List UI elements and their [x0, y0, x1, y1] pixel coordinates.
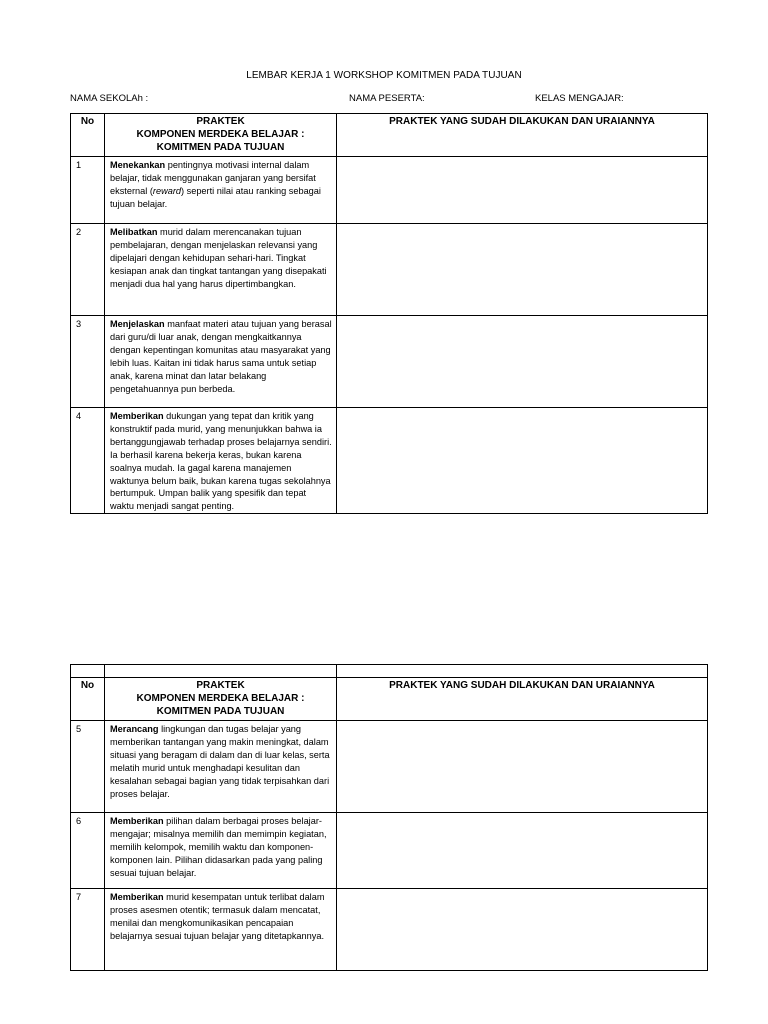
empty-cell — [337, 665, 708, 678]
table-row — [71, 224, 708, 316]
row-keyword: Menekankan — [110, 160, 166, 170]
row-description — [105, 224, 337, 316]
column-header-praktek — [105, 678, 337, 721]
table-row — [71, 889, 708, 971]
uraian-input-cell[interactable] — [337, 224, 708, 316]
row-description — [105, 408, 337, 514]
row-description — [105, 889, 337, 971]
row-keyword: Memberikan — [110, 892, 164, 902]
empty-cell — [105, 665, 337, 678]
table-spacer-row — [71, 665, 708, 678]
worksheet-table-2 — [70, 664, 708, 971]
table-row — [71, 721, 708, 813]
column-header-uraian: PRAKTEK YANG SUDAH DILAKUKAN DAN URAIANNYA — [337, 678, 708, 721]
row-number: 1 — [71, 157, 105, 224]
row-text: pilihan dalam berbagai proses belajar-mengajar; misalnya memilih dan memimpin kegiatan, memilih kelompok, memilih waktu dan komponen-komponen lain. Pilihan didasarkan pada yang paling sesuai tujuan belajar. — [110, 816, 327, 878]
table-header-row — [71, 678, 708, 721]
row-text-italic: reward — [152, 185, 181, 196]
uraian-input-cell[interactable] — [337, 813, 708, 889]
column-header-no: No — [71, 114, 105, 157]
row-text: pentingnya motivasi internal dalam belajar, tidak menggunakan ganjaran yang bersifat eksternal ( — [110, 160, 316, 196]
column-header-praktek — [105, 114, 337, 157]
uraian-input-cell[interactable] — [337, 889, 708, 971]
row-text: murid dalam merencanakan tujuan pembelajaran, dengan menjelaskan relevansi yang dipelajari dengan kehidupan sehari-hari. Tingkat kesiapan anak dan tingkat tantangan yang disepakati menjadi dua hal yang harus dipertimbangkan. — [110, 227, 327, 289]
worksheet-table-1 — [70, 113, 708, 514]
uraian-input-cell[interactable] — [337, 408, 708, 514]
row-text: murid kesempatan untuk terlibat dalam proses asesmen otentik; termasuk dalam mencatat, menilai dan mengkomunikasikan pencapaian belajarnya sesuai tujuan belajar yang ditetapkannya. — [110, 892, 325, 941]
uraian-input-cell[interactable] — [337, 316, 708, 408]
row-keyword: Memberikan — [110, 816, 164, 826]
row-keyword: Melibatkan — [110, 227, 158, 237]
row-text: dukungan yang tepat dan kritik yang konstruktif pada murid, yang menunjukkan bahwa ia bertanggungjawab terhadap proses belajarnya sendiri. Ia berhasil karena bekerja keras, bukan karena soalnya mudah. Ia gagal karena manajemen waktunya belum baik, bukan karena tugas sekolahnya bertumpuk. Umpan balik yang spesifik dan tepat waktu menjadi sangat penting. — [110, 411, 332, 512]
row-number: 6 — [71, 813, 105, 889]
column-header-praktek-line1: PRAKTEK — [196, 116, 245, 127]
column-header-praktek-line2: KOMPONEN MERDEKA BELAJAR : — [136, 693, 305, 705]
row-number: 2 — [71, 224, 105, 316]
row-keyword: Merancang — [110, 724, 159, 734]
row-text: manfaat materi atau tujuan yang berasal dari guru/di luar anak, dengan mengkaitkannya dengan kepentingan komunitas atau masyarakat yang lebih luas. Kaitan ini tidak harus sama untuk setiap anak, karena minat dan latar belakang pengetahuannya pun berbeda. — [110, 319, 332, 394]
row-number: 5 — [71, 721, 105, 813]
nama-peserta-label: NAMA PESERTA: — [349, 93, 425, 104]
column-header-praktek-line3: KOMITMEN PADA TUJUAN — [156, 706, 285, 718]
empty-cell — [71, 665, 105, 678]
document-title: LEMBAR KERJA 1 WORKSHOP KOMITMEN PADA TUJUAN — [246, 70, 522, 81]
table-row — [71, 157, 708, 224]
column-header-praktek-line3: KOMITMEN PADA TUJUAN — [156, 142, 285, 154]
table-row — [71, 316, 708, 408]
nama-sekolah-label: NAMA SEKOLAh : — [70, 93, 149, 104]
uraian-input-cell[interactable] — [337, 721, 708, 813]
uraian-input-cell[interactable] — [337, 157, 708, 224]
row-text-end: ) seperti nilai atau ranking sebagai tujuan belajar. — [110, 185, 321, 209]
row-description — [105, 316, 337, 408]
row-number: 7 — [71, 889, 105, 971]
row-description — [105, 721, 337, 813]
row-description — [105, 813, 337, 889]
table-row — [71, 813, 708, 889]
table-row — [71, 408, 708, 514]
row-description — [105, 157, 337, 224]
column-header-no: No — [71, 678, 105, 721]
row-text: lingkungan dan tugas belajar yang memberikan tantangan yang makin meningkat, dalam situasi yang beragam di dalam dan di luar kelas, serta melatih murid untuk menghadapi kesulitan dan kesalahan sebagai bagian yang tidak terpisahkan dari proses belajar. — [110, 724, 330, 799]
column-header-uraian: PRAKTEK YANG SUDAH DILAKUKAN DAN URAIANNYA — [337, 114, 708, 157]
row-keyword: Menjelaskan — [110, 319, 165, 329]
row-number: 3 — [71, 316, 105, 408]
table-header-row — [71, 114, 708, 157]
column-header-praktek-line2: KOMPONEN MERDEKA BELAJAR : — [136, 129, 305, 141]
row-number: 4 — [71, 408, 105, 514]
kelas-mengajar-label: KELAS MENGAJAR: — [535, 93, 624, 104]
column-header-praktek-line1: PRAKTEK — [196, 680, 245, 691]
row-keyword: Memberikan — [110, 411, 164, 421]
